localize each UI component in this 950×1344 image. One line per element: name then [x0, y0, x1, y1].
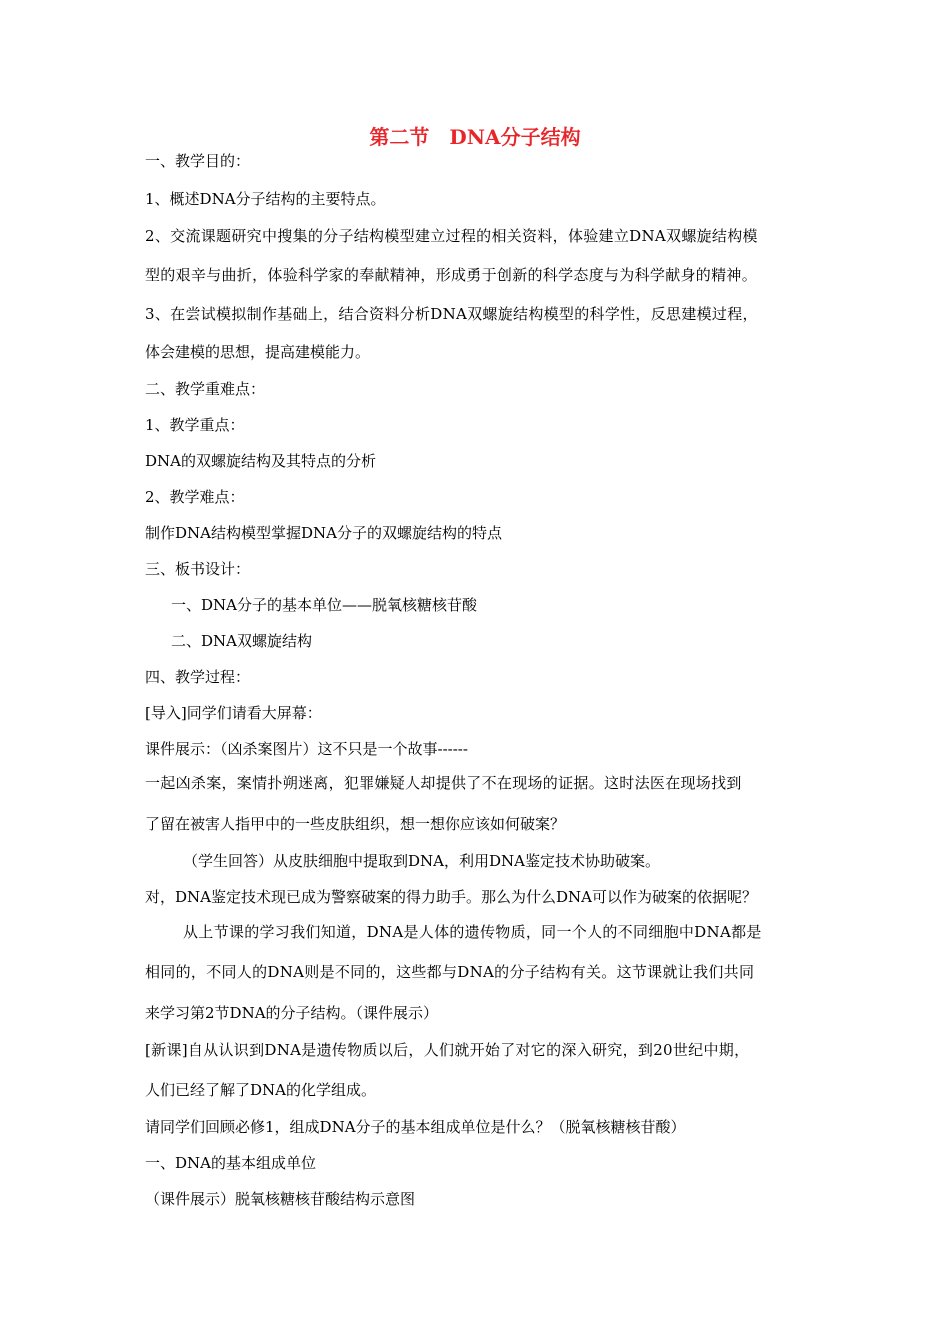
new-lesson-line-2: 人们已经了解了DNA的化学组成。 [145, 1081, 376, 1099]
section-heading-process: 四、教学过程： [145, 668, 251, 686]
key-point-text: DNA的双螺旋结构及其特点的分析 [145, 452, 376, 470]
review-line-2: 相同的，不同人的DNA则是不同的，这些都与DNA的分子结构有关。这节课就让我们共同 [145, 963, 755, 981]
story-line-1: 一起凶杀案，案情扑朔迷离，犯罪嫌疑人却提供了不在现场的证据。这时法医在现场找到 [145, 774, 742, 792]
courseware-diagram-caption: （课件展示）脱氧核糖核苷酸结构示意图 [145, 1190, 416, 1208]
subsection-heading-basic-unit: 一、DNA的基本组成单位 [145, 1154, 316, 1172]
objective-3-line-1: 3、在尝试模拟制作基础上，结合资料分析DNA双螺旋结构模型的科学性，反思建模过程， [145, 305, 758, 323]
page-title: 第二节 DNA分子结构 [369, 125, 581, 149]
recall-question: 请同学们回顾必修1，组成DNA分子的基本组成单位是什么？（脱氧核糖核苷酸） [145, 1118, 686, 1136]
objective-2-line-1: 2、交流课题研究中搜集的分子结构模型建立过程的相关资料，体验建立DNA双螺旋结构模 [145, 227, 758, 245]
difficulty-heading: 2、教学难点： [145, 488, 245, 506]
objective-2-line-2: 型的艰辛与曲折，体验科学家的奉献精神，形成勇于创新的科学态度与为科学献身的精神。 [145, 266, 758, 284]
new-lesson-line-1: [新课]自从认识到DNA是遗传物质以后，人们就开始了对它的深入研究，到20世纪中期， [145, 1041, 750, 1059]
objective-1: 1、概述DNA分子结构的主要特点。 [145, 190, 386, 208]
teacher-question: 对，DNA鉴定技术现已成为警察破案的得力助手。那么为什么DNA可以作为破案的依据呢？ [145, 888, 757, 906]
story-line-2: 了留在被害人指甲中的一些皮肤组织，想一想你应该如何破案？ [145, 815, 566, 833]
section-heading-key-points: 二、教学重难点： [145, 380, 266, 398]
board-item-2: 二、DNA双螺旋结构 [171, 632, 312, 650]
review-line-3: 来学习第2节DNA的分子结构。（课件展示） [145, 1004, 439, 1022]
key-point-heading: 1、教学重点： [145, 416, 245, 434]
section-heading-board-design: 三、板书设计： [145, 560, 251, 578]
board-item-1: 一、DNA分子的基本单位——脱氧核糖核苷酸 [171, 596, 477, 614]
difficulty-text: 制作DNA结构模型掌握DNA分子的双螺旋结构的特点 [145, 524, 502, 542]
student-answer: （学生回答）从皮肤细胞中提取到DNA，利用DNA鉴定技术协助破案。 [183, 852, 660, 870]
review-line-1: 从上节课的学习我们知道，DNA是人体的遗传物质，同一个人的不同细胞中DNA都是 [183, 923, 762, 941]
intro-line: [导入]同学们请看大屏幕： [145, 704, 322, 722]
objective-3-line-2: 体会建模的思想，提高建模能力。 [145, 343, 371, 361]
courseware-line: 课件展示：（凶杀案图片）这不只是一个故事------ [145, 740, 468, 758]
section-heading-objectives: 一、教学目的： [145, 152, 251, 170]
